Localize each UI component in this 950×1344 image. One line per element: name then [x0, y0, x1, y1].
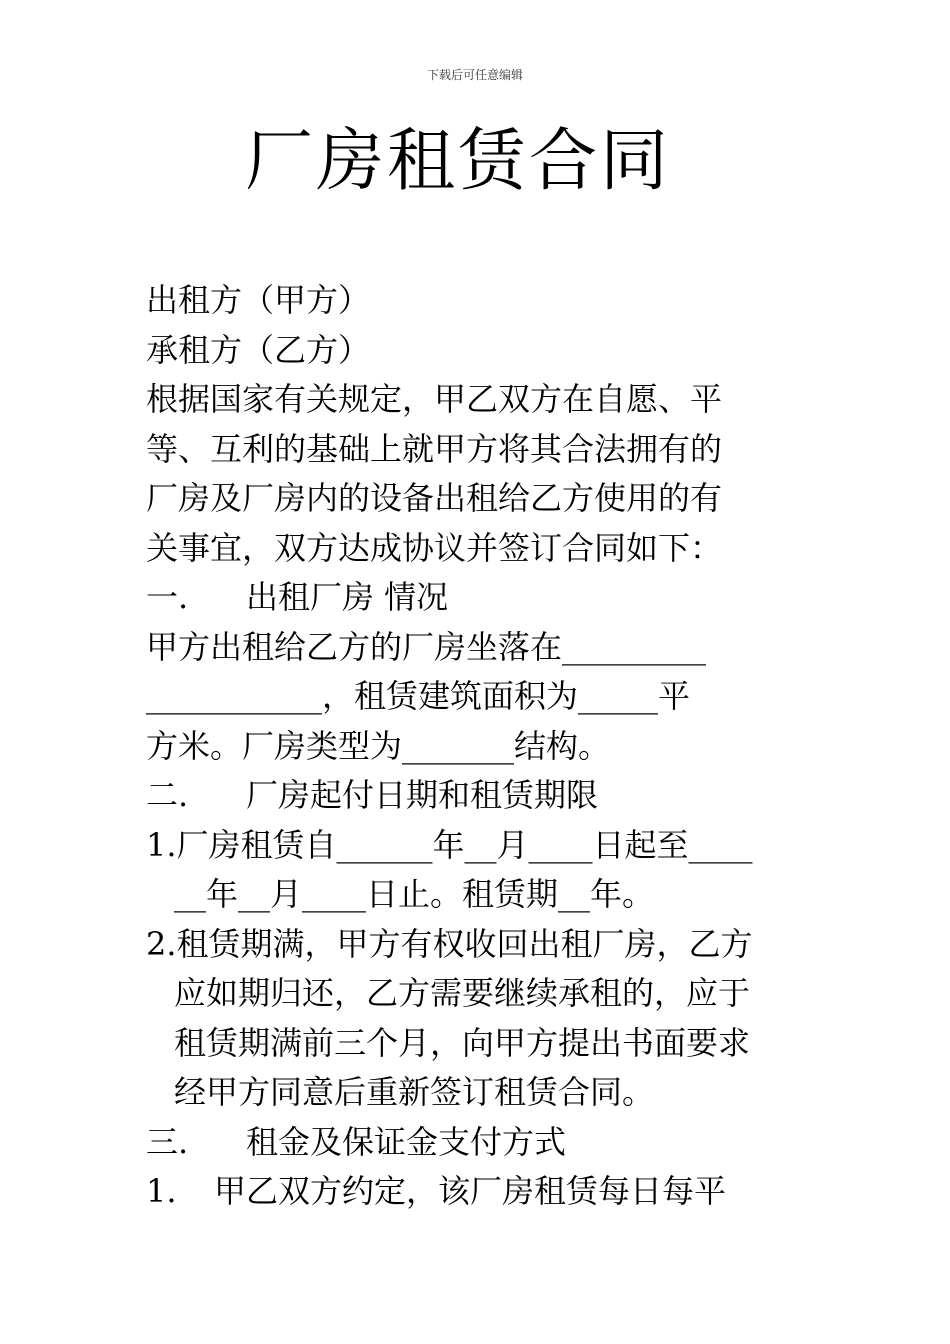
header-note: 下载后可任意编辑 [426, 68, 523, 82]
section-number: 三. [146, 1122, 189, 1161]
list-item-line: 2.租赁期满，甲方有权收回出租厂房，乙方 [146, 924, 753, 963]
section-number: 二. [146, 776, 189, 814]
preamble-line: 关事宜，双方达成协议并签订合同如下： [146, 528, 723, 567]
list-item-line: 租赁期满前三个月，向甲方提出书面要求 [174, 1023, 751, 1062]
section-heading-1 [146, 573, 810, 623]
paragraph-line: 方米。厂房类型为_______结构。 [146, 726, 611, 765]
section-heading-2 [146, 771, 810, 821]
paragraph-line: 甲方出租给乙方的厂房坐落在_________ [146, 627, 707, 666]
lessor-line: 出租方（甲方） [146, 281, 371, 319]
list-item-line: 经甲方同意后重新签订租赁合同。 [174, 1073, 655, 1111]
document-body [146, 276, 810, 1217]
document-title: 厂房租赁合同 [245, 122, 672, 201]
preamble-line: 等、互利的基础上就甲方将其合法拥有的 [146, 429, 723, 468]
section-title: 租金及保证金支付方式 [246, 1122, 567, 1161]
list-item-line: 1.厂房租赁自______年__月____日起至____ [146, 825, 753, 864]
list-item-line: 应如期归还，乙方需要继续承租的，应于 [174, 974, 751, 1012]
section-number: 一. [146, 578, 189, 616]
paragraph-line: ___________，租赁建筑面积为_____平 [146, 677, 691, 715]
section-title: 厂房起付日期和租赁期限 [246, 776, 599, 814]
lessee-line: 承租方（乙方） [146, 330, 371, 369]
section-title: 出租厂房 情况 [246, 578, 449, 616]
list-item-line: __年__月____日止。租赁期__年。 [174, 875, 655, 913]
list-item-line [146, 1167, 810, 1217]
item-number: 1. [146, 1172, 177, 1210]
item-text: 甲乙双方约定，该厂房租赁每日每平 [214, 1172, 727, 1210]
preamble-line: 根据国家有关规定，甲乙双方在自愿、平 [146, 380, 723, 418]
preamble-line: 厂房及厂房内的设备出租给乙方使用的有 [146, 479, 723, 517]
section-heading-3 [146, 1118, 810, 1168]
